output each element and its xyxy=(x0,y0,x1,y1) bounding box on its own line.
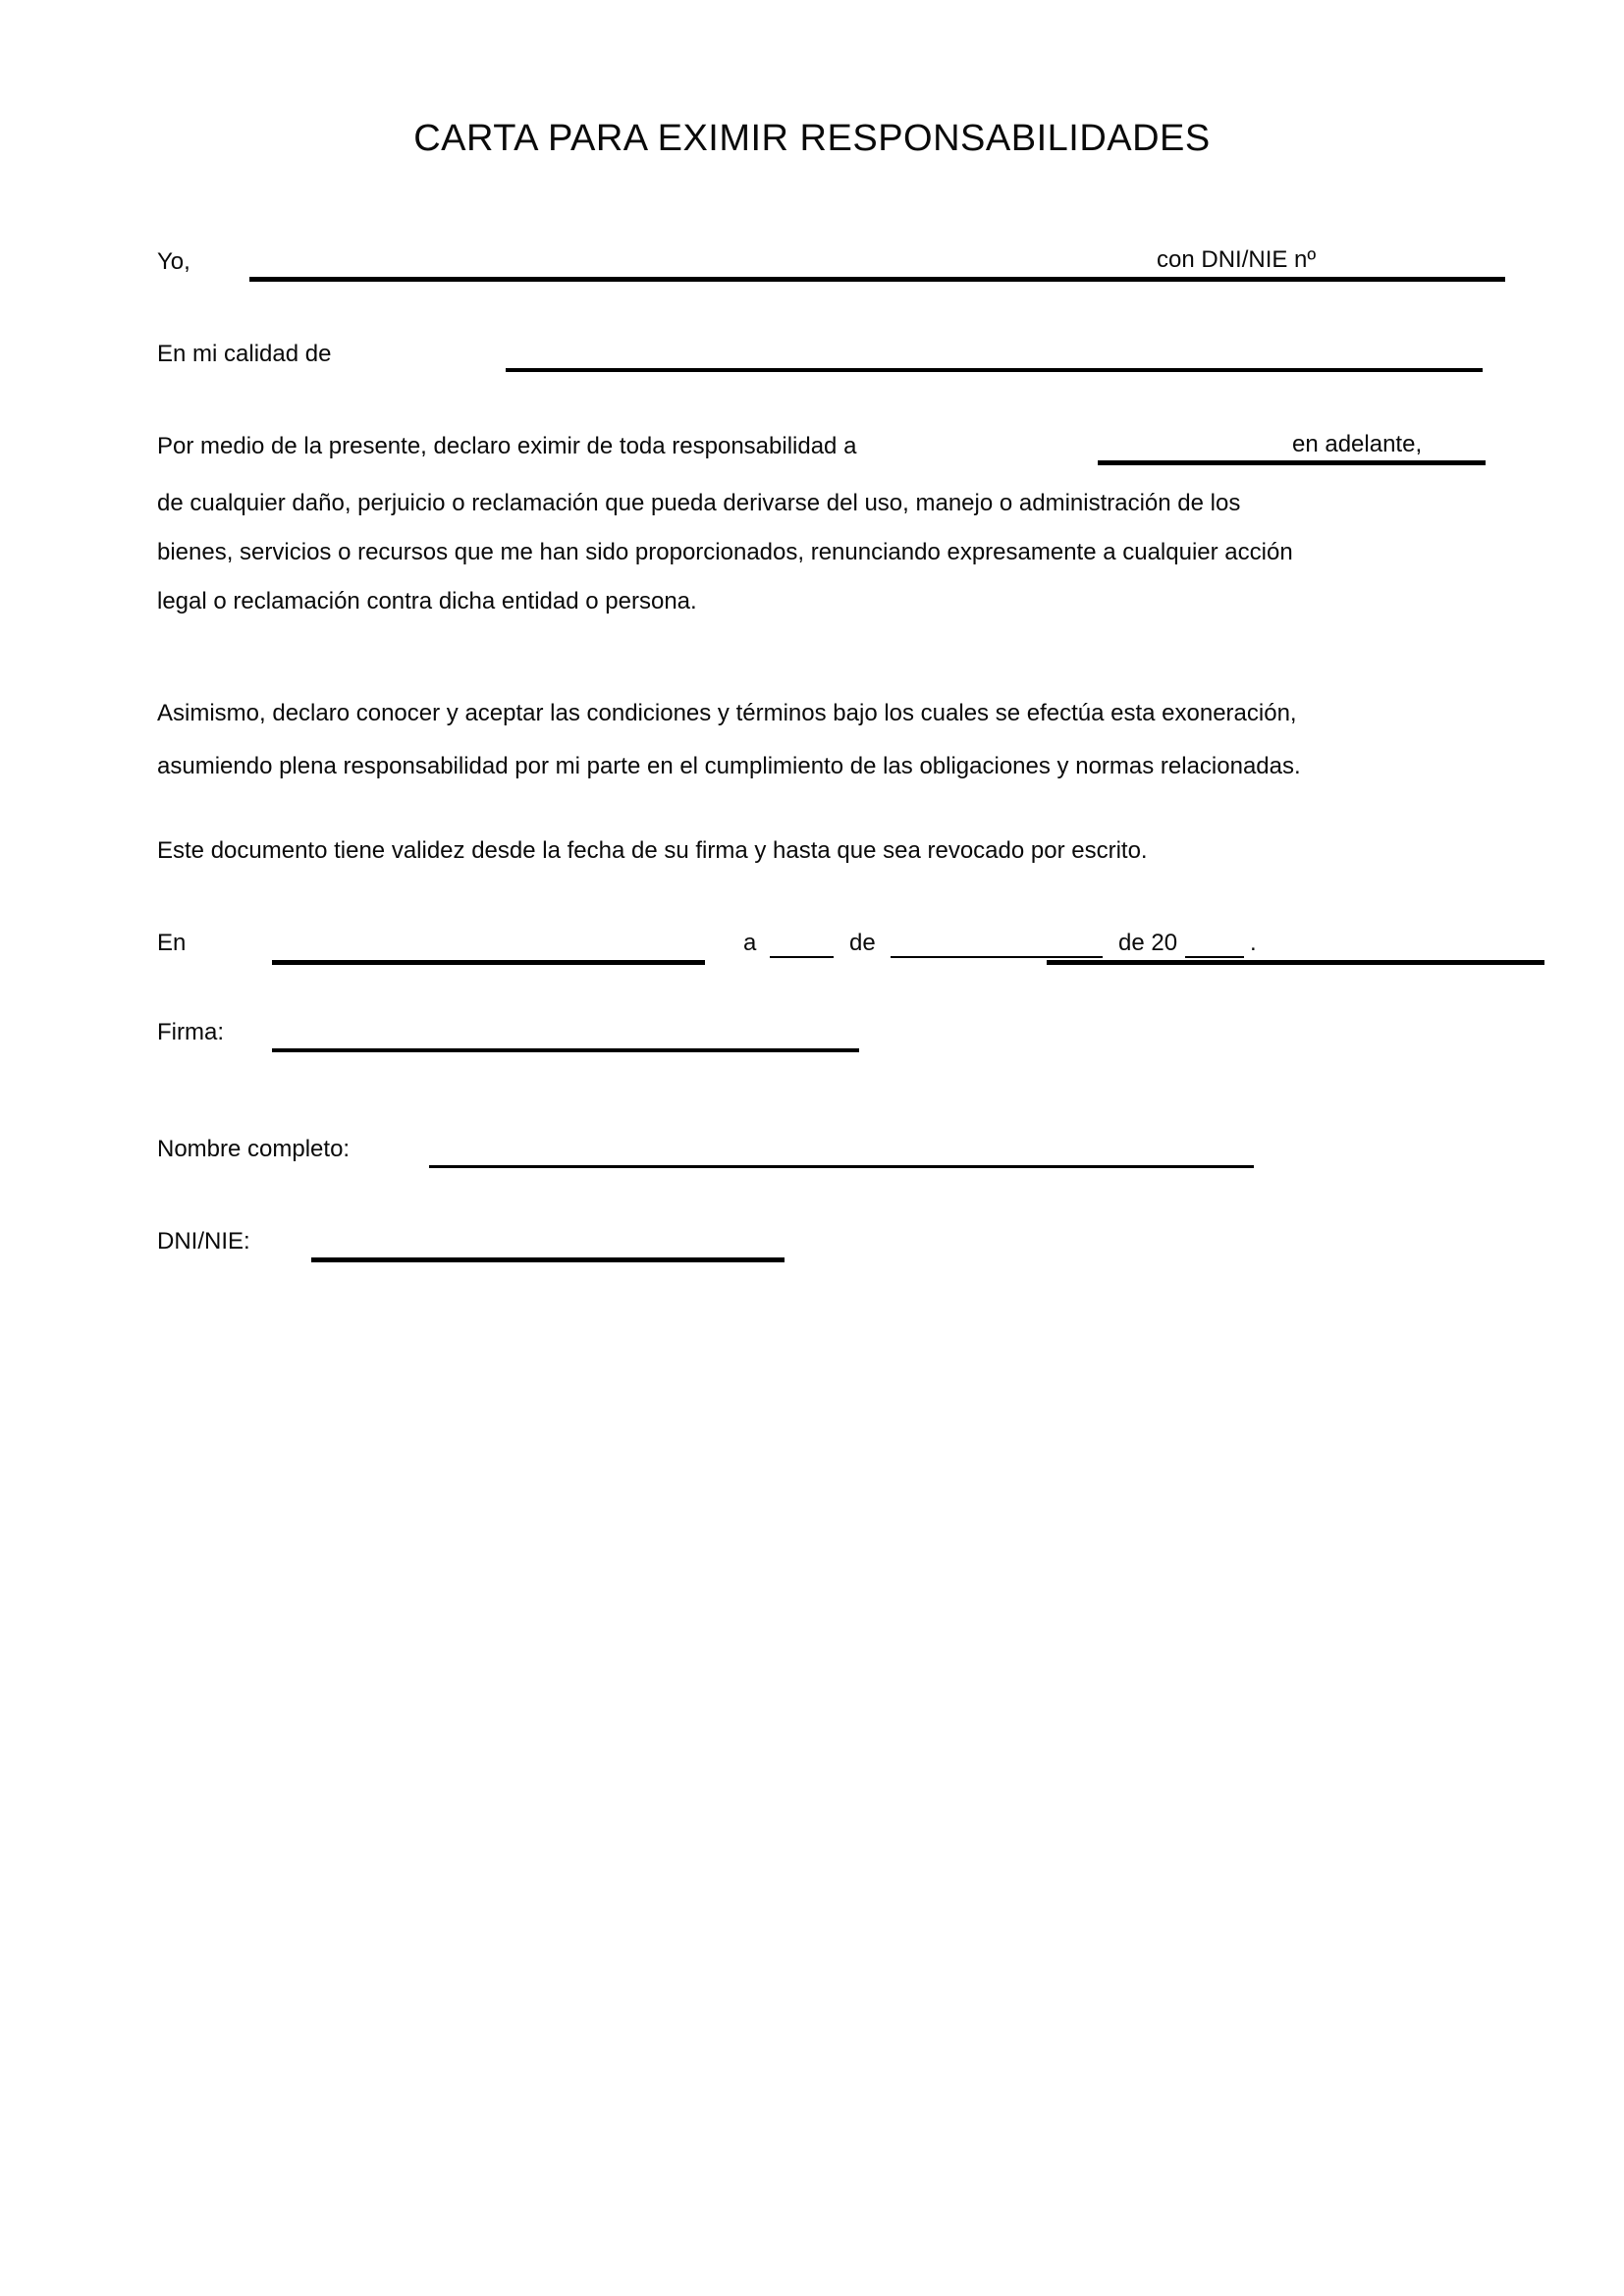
exemption-line xyxy=(157,424,1512,465)
city-blank-line xyxy=(272,960,705,965)
full-name-line xyxy=(157,1127,1335,1168)
yo-label: Yo, xyxy=(157,248,190,275)
year-digits-blank-line xyxy=(1185,956,1244,958)
signature-blank-line xyxy=(272,1048,859,1052)
document-title: CARTA PARA EXIMIR RESPONSABILIDADES xyxy=(413,118,1211,159)
en-mi-calidad-label: En mi calidad de xyxy=(157,341,332,367)
dni-blank-line xyxy=(311,1257,785,1262)
role-line xyxy=(157,330,1512,372)
signature-line xyxy=(157,1011,1041,1052)
dni-line xyxy=(157,1221,844,1262)
place-and-date-line xyxy=(157,916,1561,965)
paragraph-line: de cualquier daño, perjuicio o reclamación que pueda derivarse del uso, manejo o administración de los xyxy=(157,490,1241,516)
declaro-eximir-label: Por medio de la presente, declaro eximir de toda responsabilidad a xyxy=(157,433,857,459)
liability-paragraph xyxy=(157,479,1561,626)
validity-paragraph xyxy=(157,827,1561,876)
identity-line xyxy=(157,236,1512,282)
nombre-completo-label: Nombre completo: xyxy=(157,1136,351,1162)
de-20-label: de 20 xyxy=(1118,930,1178,956)
de-label: de xyxy=(849,930,876,956)
en-adelante-label: en adelante, xyxy=(1292,431,1423,457)
month-blank-line xyxy=(891,956,1103,958)
firma-label: Firma: xyxy=(157,1019,224,1045)
name-and-dni-blank-line xyxy=(249,277,1505,282)
role-blank-line xyxy=(506,368,1483,372)
year-underline xyxy=(1047,960,1544,965)
con-dni-nie-label: con DNI/NIE nº xyxy=(1157,246,1317,273)
day-blank-line xyxy=(770,956,834,958)
paragraph-line: Este documento tiene validez desde la fecha de su firma y hasta que sea revocado por escrito. xyxy=(157,837,1148,864)
a-label: a xyxy=(743,930,757,956)
period-label: . xyxy=(1250,930,1257,956)
dni-nie-label: DNI/NIE: xyxy=(157,1228,250,1255)
en-label: En xyxy=(157,930,187,956)
full-name-blank-line xyxy=(429,1165,1254,1168)
paragraph-line: Asimismo, declaro conocer y aceptar las condiciones y términos bajo los cuales se efectúa esta exoneración, xyxy=(157,700,1297,726)
entity-blank-line xyxy=(1098,460,1486,465)
paragraph-line: bienes, servicios o recursos que me han sido proporcionados, renunciando expresamente a cualquier acción xyxy=(157,539,1293,565)
paragraph-line: legal o reclamación contra dicha entidad o persona. xyxy=(157,588,697,614)
acceptance-paragraph xyxy=(157,687,1561,793)
paragraph-line: asumiendo plena responsabilidad por mi parte en el cumplimiento de las obligaciones y normas relacionadas. xyxy=(157,753,1301,779)
